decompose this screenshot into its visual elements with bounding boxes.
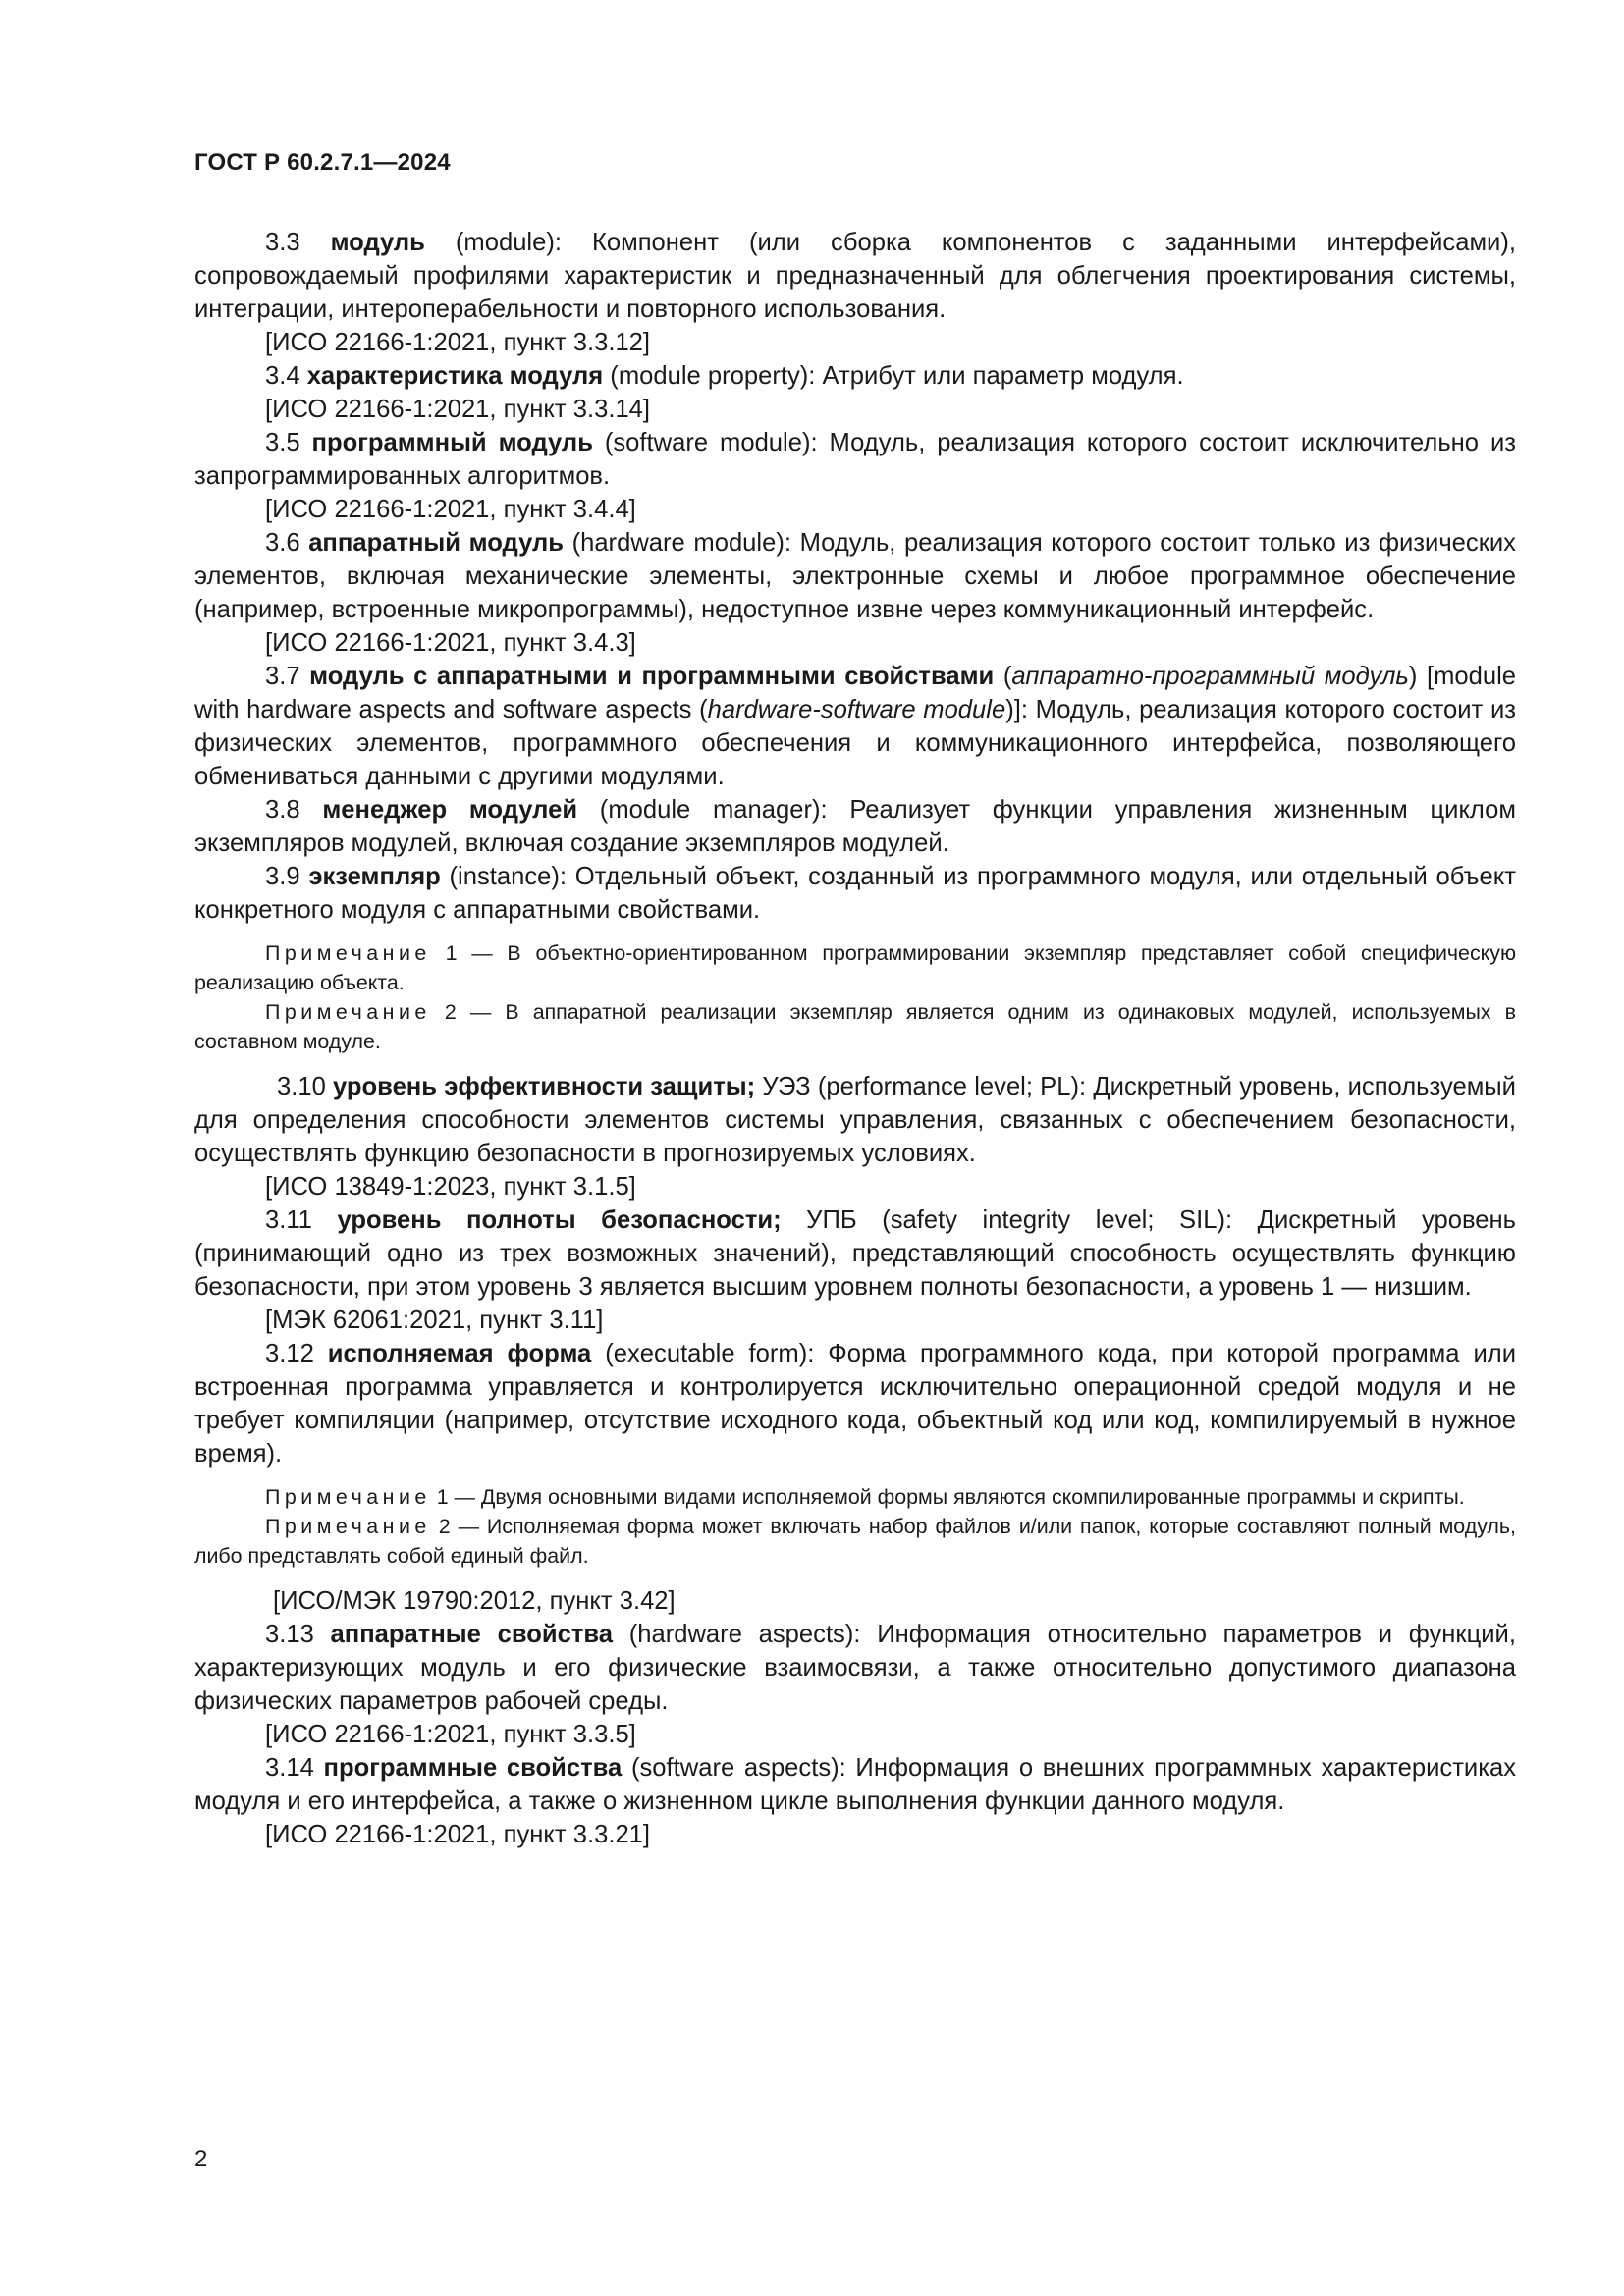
notes-3-9 <box>194 938 1516 1056</box>
term-reference: [ИСО 22166-1:2021, пункт 3.3.21] <box>265 1821 651 1848</box>
note: Примечание 2 — В аппаратной реализации экземпляр является одним из одинаковых модулей, используемых в составном модуле. <box>194 1000 1516 1053</box>
term-title: модуль с аппаратными и программными свойствами <box>309 663 995 690</box>
term-title: уровень эффективности защиты; <box>333 1073 756 1100</box>
term-reference: [ИСО 13849-1:2023, пункт 3.1.5] <box>265 1173 636 1201</box>
term-3-9: 3.9 экземпляр (instance): Отдельный объект, созданный из программного модуля, или отдельный объект конкретного модуля с аппаратными свойствами. <box>194 863 1516 924</box>
term-reference: [ИСО 22166-1:2021, пункт 3.3.14] <box>265 396 651 423</box>
term-3-3: 3.3 модуль (module): Компонент (или сборка компонентов с заданными интерфейсами), сопровождаемый профилями характеристик и предназначенный для облегчения проектирования системы, интеграции, интероперабельности и повторного использования. <box>194 229 1516 323</box>
term-title: экземпляр <box>308 863 441 890</box>
term-3-7: 3.7 модуль с аппаратными и программными свойствами (аппаратно-программный модуль) [module with hardware aspects and software aspects (hardware-software module)]: Модуль, реализация которого состоит из физических элементов, программного обеспечения и коммуникационного интерфейса, позволяющего обмениваться данными с другими модулями. <box>194 663 1517 790</box>
term-3-13: 3.13 аппаратные свойства (hardware aspects): Информация относительно параметров и функций, характеризующих модуль и его физические взаимосвязи, а также относительно допустимого диапазона физических параметров рабочей среды. <box>194 1621 1516 1715</box>
standard-header: ГОСТ Р 60.2.7.1—2024 <box>194 149 451 176</box>
page-number: 2 <box>194 2146 208 2172</box>
term-title: аппаратные свойства <box>330 1621 613 1648</box>
note: Примечание 1 — Двумя основными видами исполняемой формы являются скомпилированные программы и скрипты. <box>265 1485 1465 1509</box>
term-title: программные свойства <box>323 1754 623 1782</box>
term-3-12: 3.12 исполняемая форма (executable form): Форма программного кода, при которой программа или встроенная программа управляется и контролируется исключительно операционной средой модуля и не требует компиляции (например, отсутствие исходного кода, объектный код или код, компилируемый в нужное время). <box>194 1340 1516 1468</box>
terms-section <box>194 226 1516 1851</box>
note: Примечание 1 — В объектно-ориентированном программировании экземпляр представляет собой специфическую реализацию объекта. <box>194 941 1516 994</box>
term-reference: [ИСО/МЭК 19790:2012, пункт 3.42] <box>273 1587 676 1615</box>
term-3-10: 3.10 уровень эффективности защиты; УЭЗ (performance level; PL): Дискретный уровень, используемый для определения способности элементов системы управления, связанных с обеспечением безопасности, осуществлять функцию безопасности в прогнозируемых условиях. <box>194 1073 1516 1167</box>
term-title: модуль <box>330 229 425 256</box>
term-title: характеристика модуля <box>306 362 604 390</box>
term-reference: [ИСО 22166-1:2021, пункт 3.3.5] <box>265 1721 636 1748</box>
note-label: Примечание <box>265 941 431 965</box>
term-reference: [ИСО 22166-1:2021, пункт 3.3.12] <box>265 329 651 356</box>
term-reference: [ИСО 22166-1:2021, пункт 3.4.3] <box>265 629 636 657</box>
term-3-5: 3.5 программный модуль (software module): Модуль, реализация которого состоит исключительно из запрограммированных алгоритмов. <box>194 429 1516 490</box>
term-3-6: 3.6 аппаратный модуль (hardware module): Модуль, реализация которого состоит только из физических элементов, включая механические элементы, электронные схемы и любое программное обеспечение (например, встроенные микропрограммы), недоступное извне через коммуникационный интерфейс. <box>194 529 1516 623</box>
note-label: Примечание <box>265 1000 431 1024</box>
term-3-8: 3.8 менеджер модулей (module manager): Реализует функции управления жизненным циклом экземпляров модулей, включая создание экземпляров модулей. <box>194 796 1516 857</box>
term-3-4: 3.4 характеристика модуля (module property): Атрибут или параметр модуля. <box>265 362 1184 390</box>
term-title: уровень полноты безопасности; <box>337 1206 782 1234</box>
note-label: Примечание <box>265 1485 431 1509</box>
notes-3-12 <box>194 1482 1516 1571</box>
term-title: исполняемая форма <box>327 1340 592 1367</box>
term-synonym: аппаратно-программный модуль <box>1011 663 1409 690</box>
term-3-11: 3.11 уровень полноты безопасности; УПБ (safety integrity level; SIL): Дискретный уровень (принимающий одно из трех возможных значений), представляющий способность осуществлять функцию безопасности, при этом уровень 3 является высшим уровнем полноты безопасности, а уровень 1 — низшим. <box>194 1206 1516 1301</box>
term-reference: [МЭК 62061:2021, пункт 3.11] <box>265 1307 604 1334</box>
term-title: программный модуль <box>311 429 593 456</box>
term-title: аппаратный модуль <box>308 529 564 557</box>
term-english-synonym: hardware-software module <box>707 696 1006 723</box>
note-label: Примечание <box>265 1515 431 1538</box>
note: Примечание 2 — Исполняемая форма может включать набор файлов и/или папок, которые составляют полный модуль, либо представлять собой единый файл. <box>194 1515 1516 1568</box>
term-title: менеджер модулей <box>322 796 578 824</box>
term-3-14: 3.14 программные свойства (software aspects): Информация о внешних программных характеристиках модуля и его интерфейса, а также о жизненном цикле выполнения функции данного модуля. <box>194 1754 1516 1815</box>
term-reference: [ИСО 22166-1:2021, пункт 3.4.4] <box>265 496 636 523</box>
